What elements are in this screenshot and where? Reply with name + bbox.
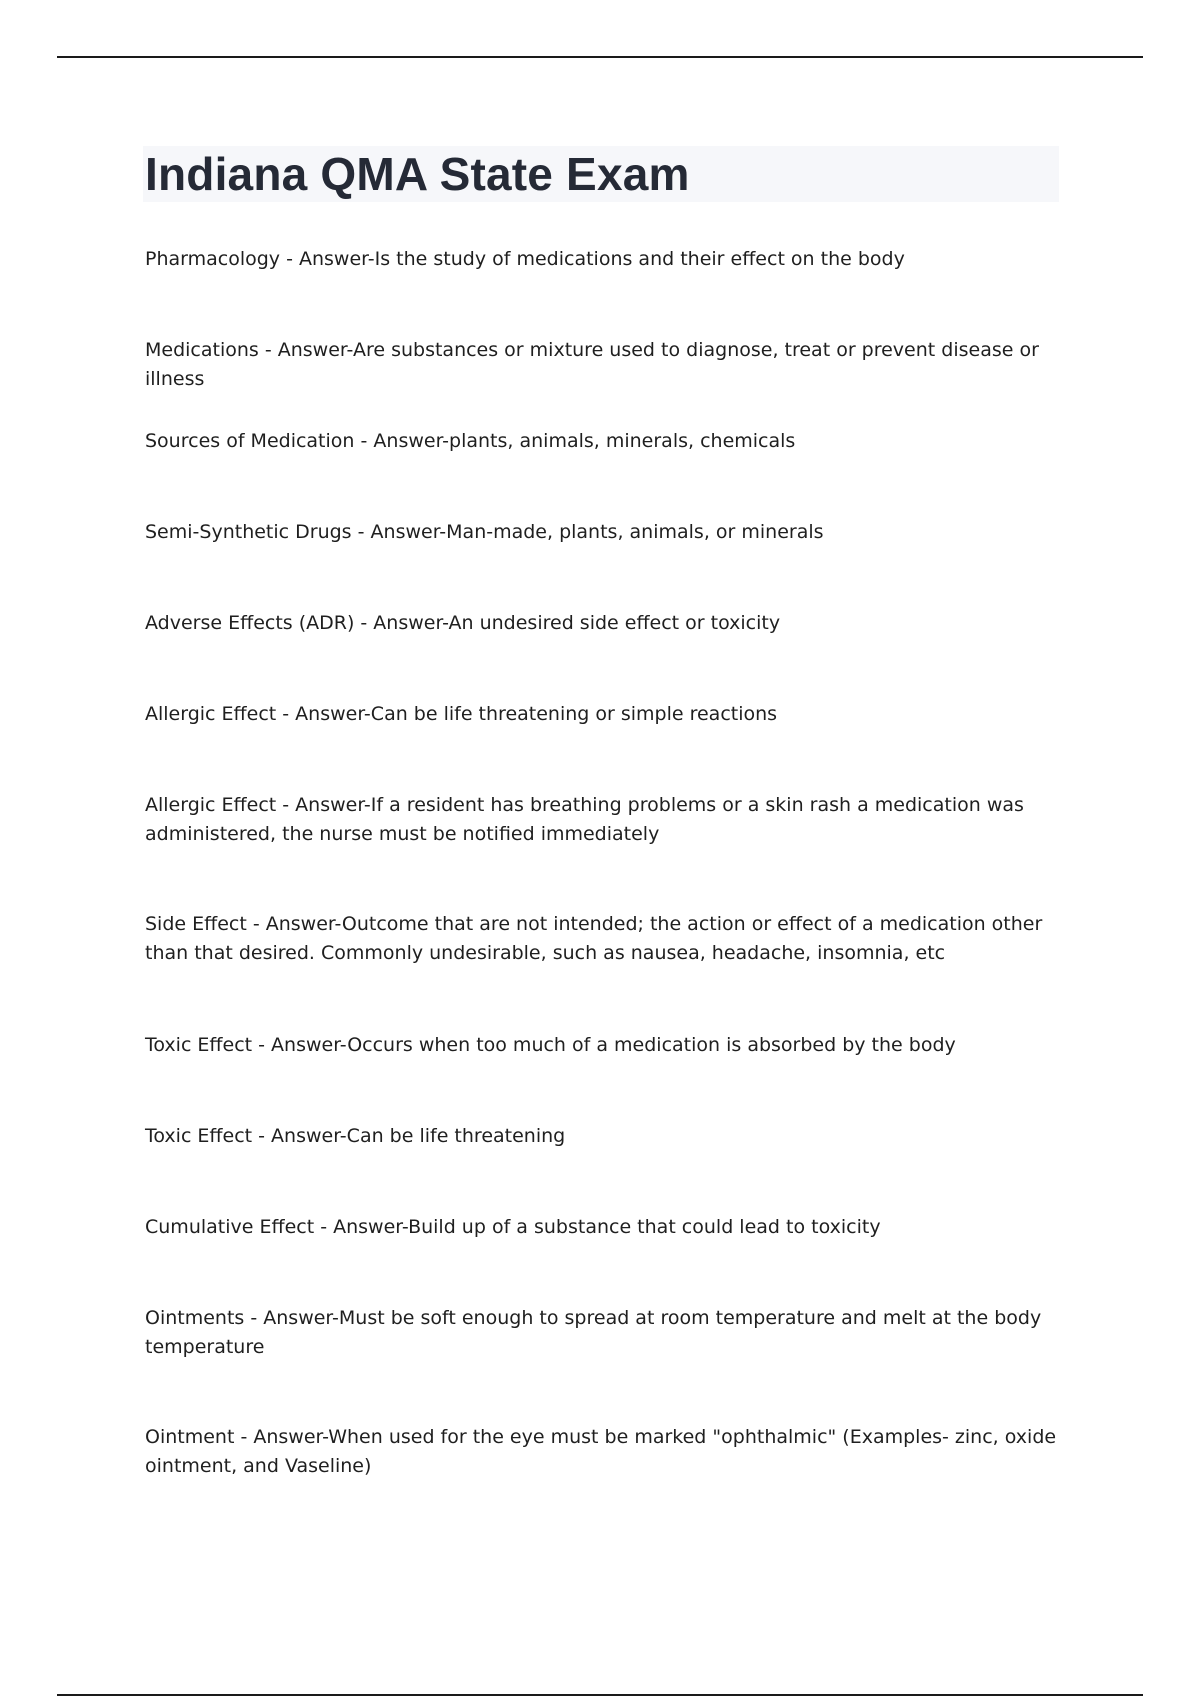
entry-separator: - Answer-: [276, 703, 371, 725]
entry-answer: Must be soft enough to spread at room temperature and melt at the body temperature: [145, 1307, 1042, 1358]
qa-entry: [145, 1423, 1065, 1481]
entry-separator: - Answer-: [252, 1125, 347, 1147]
entry-term: Pharmacology: [145, 248, 281, 270]
entry-answer: Outcome that are not intended; the action or effect of a medication other than that desired. Commonly undesirable, such as nausea, headache, insomnia, etc: [145, 913, 1043, 964]
entry-answer: Is the study of medications and their effect on the body: [374, 248, 905, 270]
entry-separator: - Answer-: [244, 1307, 339, 1329]
entry-answer: Can be life threatening or simple reactions: [370, 703, 778, 725]
qa-entry: [145, 609, 1065, 638]
entry-answer: Are substances or mixture used to diagnose, treat or prevent disease or illness: [145, 339, 1039, 390]
entry-separator: - Answer-: [252, 1034, 348, 1056]
entry-separator: - Answer-: [276, 794, 371, 816]
entry-answer: Man-made, plants, animals, or minerals: [446, 521, 824, 543]
entry-term: Toxic Effect: [145, 1125, 253, 1147]
entry-term: Ointments: [145, 1307, 245, 1329]
entry-term: Cumulative Effect: [145, 1216, 315, 1238]
entry-term: Medications: [145, 339, 259, 361]
qa-entry: [145, 245, 1065, 274]
header-rule: [57, 56, 1143, 58]
qa-entry: [145, 791, 1065, 849]
entry-answer: If a resident has breathing problems or a skin rash a medication was administered, the nurse must be notified immediately: [145, 794, 1024, 845]
entry-term: Semi-Synthetic Drugs: [145, 521, 352, 543]
entry-term: Sources of Medication: [145, 430, 355, 452]
entry-separator: - Answer-: [246, 913, 342, 935]
entry-answer: Build up of a substance that could lead to toxicity: [408, 1216, 881, 1238]
entry-term: Toxic Effect: [145, 1034, 253, 1056]
entry-term: Adverse Effects (ADR): [145, 612, 355, 634]
entry-answer: Occurs when too much of a medication is absorbed by the body: [347, 1034, 956, 1056]
entry-separator: - Answer-: [258, 339, 353, 361]
entry-separator: - Answer-: [354, 430, 450, 452]
qa-entry: [145, 700, 1065, 729]
footer-rule: [57, 1694, 1143, 1696]
entry-separator: - Answer-: [234, 1426, 329, 1448]
qa-entry: [145, 910, 1065, 968]
entry-term: Allergic Effect: [145, 794, 277, 816]
qa-entry: [145, 1031, 1065, 1060]
qa-entry: [145, 427, 1065, 456]
qa-entry: [145, 1122, 1065, 1151]
entry-separator: - Answer-: [280, 248, 375, 270]
entry-term: Ointment: [145, 1426, 235, 1448]
entry-separator: - Answer-: [354, 612, 449, 634]
entry-separator: - Answer-: [314, 1216, 409, 1238]
page-title: Indiana QMA State Exam: [145, 148, 690, 200]
qa-entry: [145, 518, 1065, 547]
qa-entry: [145, 1304, 1065, 1362]
entry-term: Allergic Effect: [145, 703, 277, 725]
qa-entry: [145, 1213, 1065, 1242]
entry-answer: An undesired side effect or toxicity: [448, 612, 781, 634]
qa-entry: [145, 336, 1065, 394]
entry-separator: - Answer-: [351, 521, 447, 543]
entry-answer: Can be life threatening: [346, 1125, 566, 1147]
entry-term: Side Effect: [145, 913, 247, 935]
entry-answer: When used for the eye must be marked "ophthalmic" (Examples- zinc, oxide ointment, and Vaseline): [145, 1426, 1057, 1477]
entry-answer: plants, animals, minerals, chemicals: [449, 430, 796, 452]
